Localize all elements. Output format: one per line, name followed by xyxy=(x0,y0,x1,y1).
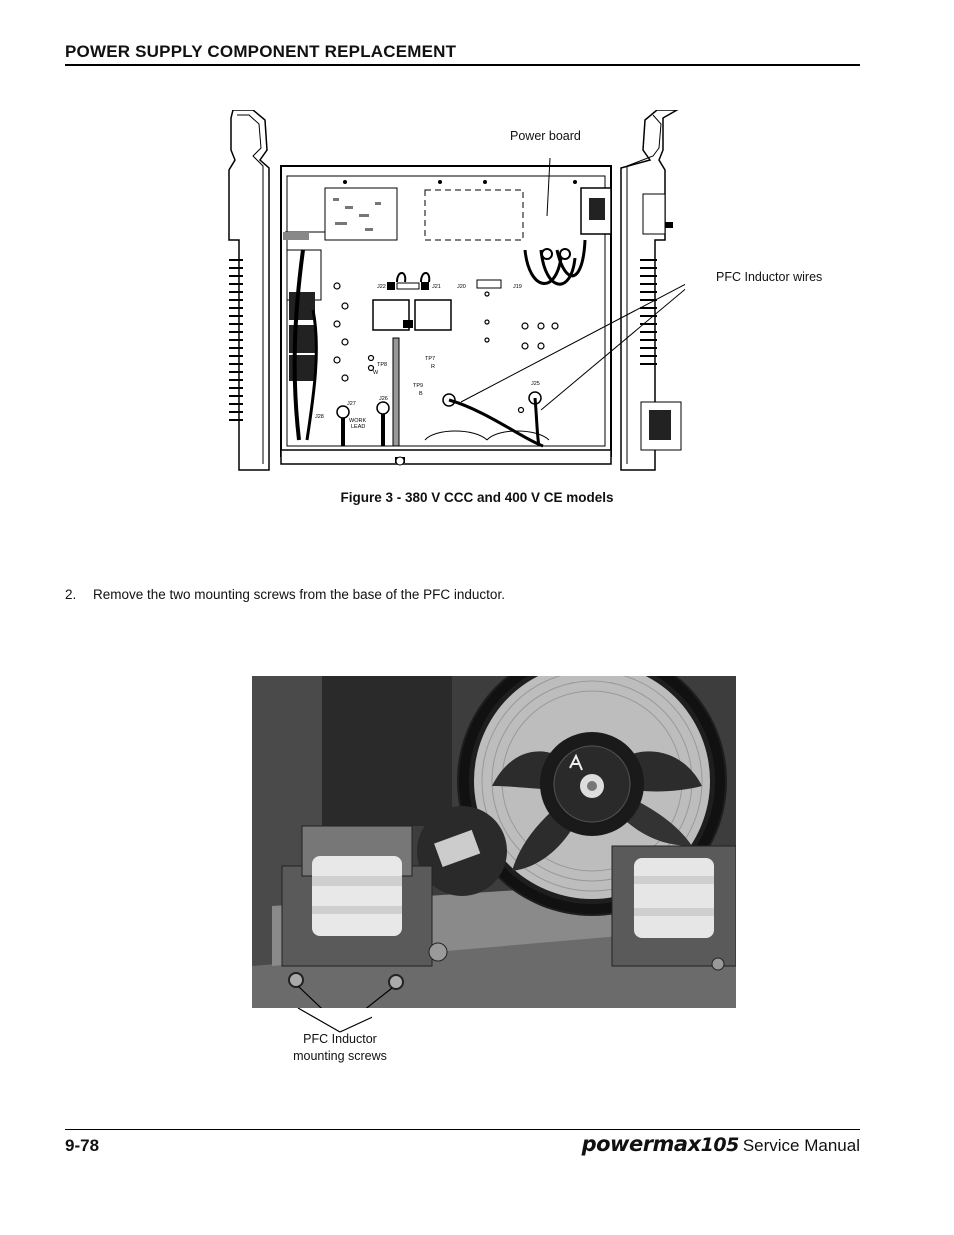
power-supply-diagram xyxy=(225,110,685,480)
label-j27: J27 xyxy=(347,401,356,407)
pfc-inductor-photo xyxy=(252,676,736,1008)
label-tp9: TP9 xyxy=(413,383,424,389)
mounting-screw-1 xyxy=(289,973,303,987)
label-tp8: TP8 xyxy=(377,362,388,368)
mounting-screw-2 xyxy=(389,975,403,989)
right-connector-top xyxy=(643,194,665,234)
label-j20: J20 xyxy=(457,284,466,290)
pfc-screws-callout xyxy=(270,1031,410,1065)
label-lead: LEAD xyxy=(351,424,366,430)
brand-logo-number: 105 xyxy=(700,1134,739,1156)
step-number: 2. xyxy=(65,587,77,602)
label-w: W xyxy=(373,370,379,376)
label-r: R xyxy=(431,364,435,370)
label-work: WORK xyxy=(349,418,367,424)
left-fins xyxy=(229,260,243,420)
callout-power-board: Power board xyxy=(510,129,581,143)
callout-pfc-inductor-wires: PFC Inductor wires xyxy=(716,270,823,284)
brand-logo: powermax xyxy=(581,1132,701,1156)
header-rule xyxy=(65,64,860,66)
screws-label-line1: PFC Inductor xyxy=(303,1032,377,1046)
label-tp7: TP7 xyxy=(425,356,436,362)
label-j25: J25 xyxy=(531,381,540,387)
step-text: Remove the two mounting screws from the base of the PFC inductor. xyxy=(93,587,505,602)
figure-caption: Figure 3 - 380 V CCC and 400 V CE models xyxy=(340,490,614,505)
label-j22: J22 xyxy=(377,284,386,290)
page-number: 9-78 xyxy=(65,1136,100,1155)
manual-title: Service Manual xyxy=(742,1136,860,1155)
label-j19: J19 xyxy=(513,284,522,290)
section-title: POWER SUPPLY COMPONENT REPLACEMENT xyxy=(65,42,457,61)
label-j21: J21 xyxy=(432,284,441,290)
step-2 xyxy=(65,587,505,602)
label-j26: J26 xyxy=(379,396,388,402)
screws-label-line2: mounting screws xyxy=(293,1049,387,1063)
label-j28: J28 xyxy=(315,414,324,420)
footer-rule xyxy=(65,1129,860,1130)
module-right xyxy=(415,300,451,330)
bottom-rail xyxy=(281,450,611,464)
footer-brand xyxy=(582,1132,860,1156)
label-b: B xyxy=(419,391,423,397)
